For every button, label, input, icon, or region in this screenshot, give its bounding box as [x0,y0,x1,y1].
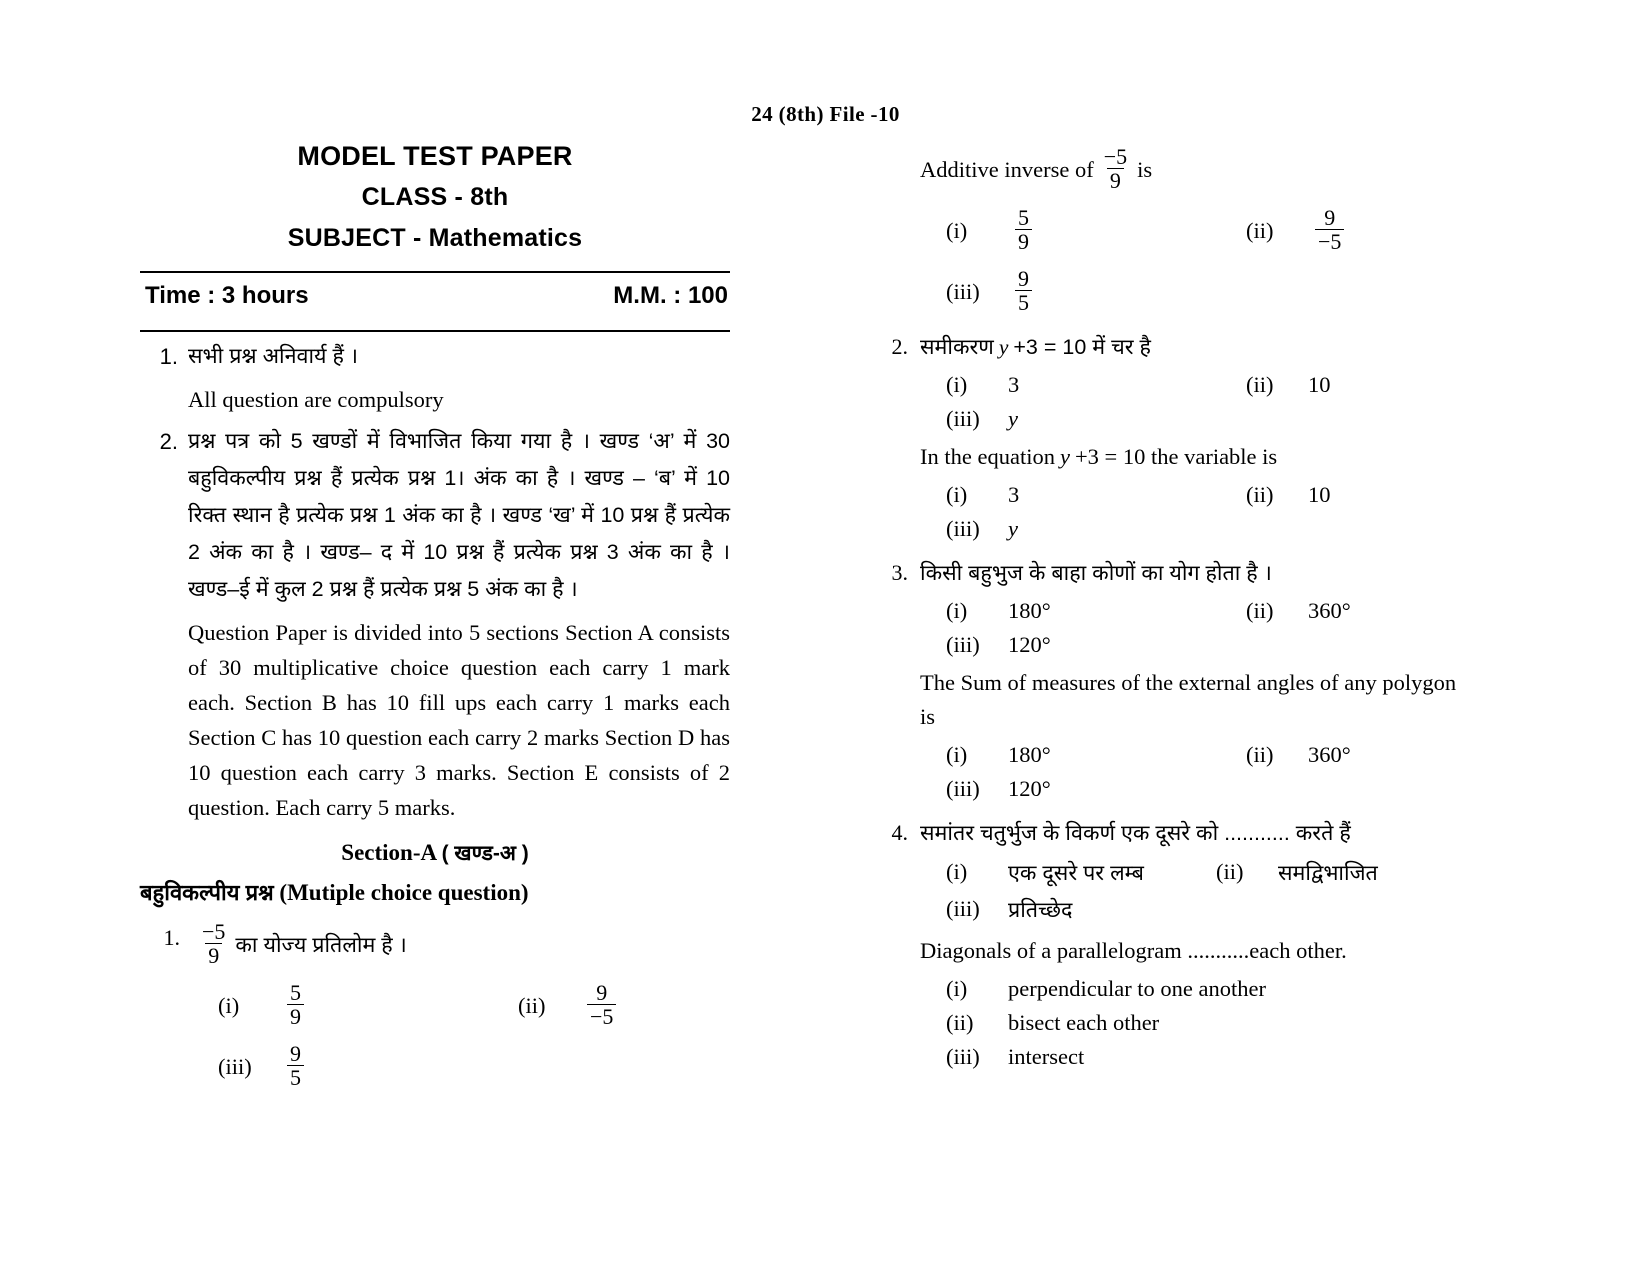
question-text-suffix: is [1137,156,1153,182]
section-a-heading-hi: ( खण्ड-अ ) [441,842,529,865]
mcq-heading [140,877,730,907]
left-column [140,136,730,1091]
variable-y: y [1059,443,1070,469]
instruction-english: All question are compulsory [188,387,444,412]
question-text-hindi: किसी बहुभुज के बाहा कोणों का योग होता है । [920,560,1272,585]
option-iii[interactable] [218,1043,518,1090]
option-row [946,1044,1458,1070]
option-row [946,207,1458,254]
option-row [946,976,1458,1002]
option-row [946,776,1458,802]
instruction-number: 1. [159,344,178,369]
option-value: 180° [1008,597,1051,623]
fraction-numerator: 9 [1324,205,1336,231]
fraction-denominator: 5 [1015,290,1032,314]
right-column [868,146,1458,1070]
option-value: 3 [1008,481,1020,507]
option-label: (i) [946,371,968,397]
option-ii[interactable] [1246,207,1351,254]
option-label: (ii) [1246,597,1274,623]
max-marks-label: M.M. : 100 [613,282,728,309]
mcq-heading-en: (Mutiple choice question) [279,880,529,905]
option-label: (i) [946,975,968,1001]
question-text-english: The Sum of measures of the external angles of any polygon is [920,669,1457,729]
option-i[interactable] [218,982,518,1029]
option-label: (ii) [1246,217,1274,243]
question-2-options-hindi [946,372,1458,432]
question-4 [868,816,1458,1070]
option-label: (ii) [1246,741,1274,767]
option-ii[interactable] [1246,482,1331,508]
instruction-english: Question Paper is divided into 5 sections Section A consists of 30 multiplicative choice question each carry 1 mark each. Section B has 10 fill ups each carry 1 marks each Section C has 10 question each carry 2 marks Section D has 10 question each carry 3 marks. Section E consists of 2 question. Each carry 5 marks. [188,620,730,820]
question-text-suffix: का योज्य प्रतिलोम है । [235,932,407,957]
fraction-denominator: 9 [1015,229,1032,253]
fraction [287,1042,304,1089]
title-line-2: CLASS - 8th [361,183,509,211]
option-label: (ii) [1246,481,1274,507]
fraction-numerator: 5 [1018,205,1029,231]
time-marks-row [140,273,730,318]
title-line-3: SUBJECT - Mathematics [287,224,583,252]
option-label: (iii) [946,1043,980,1069]
option-label: (ii) [518,992,546,1018]
question-2-options-english [946,482,1458,542]
fraction-numerator: 9 [1018,266,1029,292]
instruction-item [140,338,730,417]
document-title-block [140,136,730,259]
question-text-english: Diagonals of a parallelogram ...........each other. [920,937,1347,963]
fraction-denominator: 9 [1107,168,1124,192]
fraction-numerator: 5 [290,980,301,1006]
question-number-spacer [868,146,920,316]
option-label: (iii) [946,405,980,431]
option-row [946,372,1458,398]
option-ii[interactable] [1246,372,1331,398]
option-value: 10 [1308,371,1331,397]
fraction [1101,145,1130,192]
question-4-options-english [946,976,1458,1070]
running-head: 24 (8th) File -10 [751,102,900,126]
option-i[interactable] [946,976,1266,1002]
question-text-hindi [192,921,730,968]
option-iii[interactable] [946,406,1246,432]
option-row [946,858,1458,887]
instruction-item [140,423,730,825]
question-4-options-hindi [946,858,1458,924]
fraction [1315,206,1344,253]
section-a-heading [140,839,730,867]
question-text-hindi: समांतर चतुर्भुज के विकर्ण एक दूसरे को ........... करते हैं [920,820,1351,845]
option-value: bisect each other [1008,1009,1160,1035]
fraction-denominator: −5 [1315,229,1344,253]
option-value: y [1008,405,1018,431]
option-value: 120° [1008,775,1051,801]
option-iii[interactable] [946,632,1246,658]
variable-y: y [998,334,1009,359]
section-a-heading-en: Section-A [341,840,436,865]
option-row [946,516,1458,542]
option-iii[interactable] [946,268,1246,315]
option-row [218,982,730,1029]
question-text-part1: In the equation [920,443,1055,469]
fraction [199,920,228,967]
option-i[interactable] [946,598,1246,624]
option-value: 3 [1008,371,1020,397]
option-row [218,1043,730,1090]
option-label: (i) [946,481,968,507]
option-ii[interactable] [1246,742,1351,768]
question-2 [868,330,1458,542]
question-text-english [920,146,1458,193]
option-ii[interactable] [518,982,623,1029]
option-label: (ii) [946,1009,974,1035]
option-row [946,1010,1458,1036]
fraction-numerator: 9 [290,1041,301,1067]
option-label: (i) [218,992,240,1018]
question-number: 1. [163,925,180,950]
option-label: (iii) [946,896,980,922]
instruction-hindi: सभी प्रश्न अनिवार्य हैं । [188,344,359,368]
option-label: (iii) [946,515,980,541]
option-value: प्रतिच्छेद [1008,897,1073,922]
question-number: 4. [891,819,908,845]
question-1-options [218,982,730,1090]
fraction [1015,206,1032,253]
question-text-part1: समीकरण [920,334,994,359]
title-line-1: MODEL TEST PAPER [297,141,573,171]
question-3-options-english [946,742,1458,802]
option-value: 10 [1308,481,1331,507]
option-row [946,895,1458,924]
option-iii[interactable] [946,1044,1084,1070]
question-number: 2. [891,333,908,359]
question-text-english [920,440,1458,474]
question-3 [868,556,1458,802]
option-value: 360° [1308,597,1351,623]
option-i[interactable] [946,207,1246,254]
option-label: (iii) [218,1053,252,1079]
option-value: intersect [1008,1043,1085,1069]
option-row [946,406,1458,432]
time-label: Time : 3 hours [145,282,309,309]
question-number: 3. [891,559,908,585]
option-value: 360° [1308,741,1351,767]
option-iii[interactable] [946,776,1246,802]
fraction-denominator: 9 [287,1004,304,1028]
option-value: y [1008,515,1018,541]
option-label: (i) [946,217,968,243]
fraction-numerator: 9 [596,980,608,1006]
question-text-part2: +3 = 10 में चर है [1013,334,1151,359]
option-ii[interactable] [946,1010,1159,1036]
option-ii[interactable] [1246,598,1351,624]
option-label: (iii) [946,631,980,657]
option-i[interactable] [946,372,1246,398]
option-i[interactable] [946,858,1216,887]
option-label: (i) [946,597,968,623]
question-text-prefix: Additive inverse of [920,156,1094,182]
option-row [946,268,1458,315]
option-iii[interactable] [946,516,1246,542]
question-text-part2: +3 = 10 the variable is [1074,443,1278,469]
option-label: (i) [946,859,968,885]
question-1 [140,921,730,1091]
fraction-denominator: 9 [205,943,222,967]
option-value: 180° [1008,741,1051,767]
fraction [287,981,304,1028]
question-text-hindi [920,330,1458,364]
mcq-heading-hi: बहुविकल्पीय प्रश्न [140,880,274,905]
fraction-numerator: −5 [202,919,226,944]
instruction-hindi: प्रश्न पत्र को 5 खण्डों में विभाजित किया गया है । खण्ड ‘अ’ में 30 बहुविकल्पीय प्रश्न हैं प्रत्येक प्रश्न 1। अंक का है । खण्ड – ‘ब’ में 10 रिक्त स्थान है प्रत्येक प्रश्न 1 अंक का है । खण्ड ‘ख’ में 10 प्रश्न हैं प्रत्येक 2 अंक का है । खण्ड– द में 10 प्रश्न हैं प्रत्येक प्रश्न 3 अंक का है । खण्ड–ई में कुल 2 प्रश्न हैं प्रत्येक प्रश्न 5 अंक का है । [188,429,730,601]
option-row [946,742,1458,768]
fraction [1015,267,1032,314]
option-row [946,598,1458,624]
option-value: एक दूसरे पर लम्ब [1008,860,1144,885]
fraction-denominator: −5 [587,1004,616,1028]
option-i[interactable] [946,482,1246,508]
option-label: (ii) [1216,859,1244,885]
fraction [587,981,616,1028]
option-value: समद्विभाजित [1278,860,1378,885]
fraction-numerator: −5 [1103,144,1128,169]
option-label: (iii) [946,775,980,801]
question-1-english-options [946,207,1458,315]
option-iii[interactable] [946,895,1246,924]
option-row [946,632,1458,658]
fraction-denominator: 5 [287,1065,304,1089]
option-label: (i) [946,741,968,767]
option-ii[interactable] [1216,858,1378,887]
option-row [946,482,1458,508]
instruction-number: 2. [159,429,178,454]
option-value: 120° [1008,631,1051,657]
question-1-english [868,146,1458,316]
header-divider-bottom [140,330,730,332]
option-value: perpendicular to one another [1008,975,1267,1001]
option-label: (iii) [946,278,980,304]
option-i[interactable] [946,742,1246,768]
question-3-options-hindi [946,598,1458,658]
option-label: (ii) [1246,371,1274,397]
